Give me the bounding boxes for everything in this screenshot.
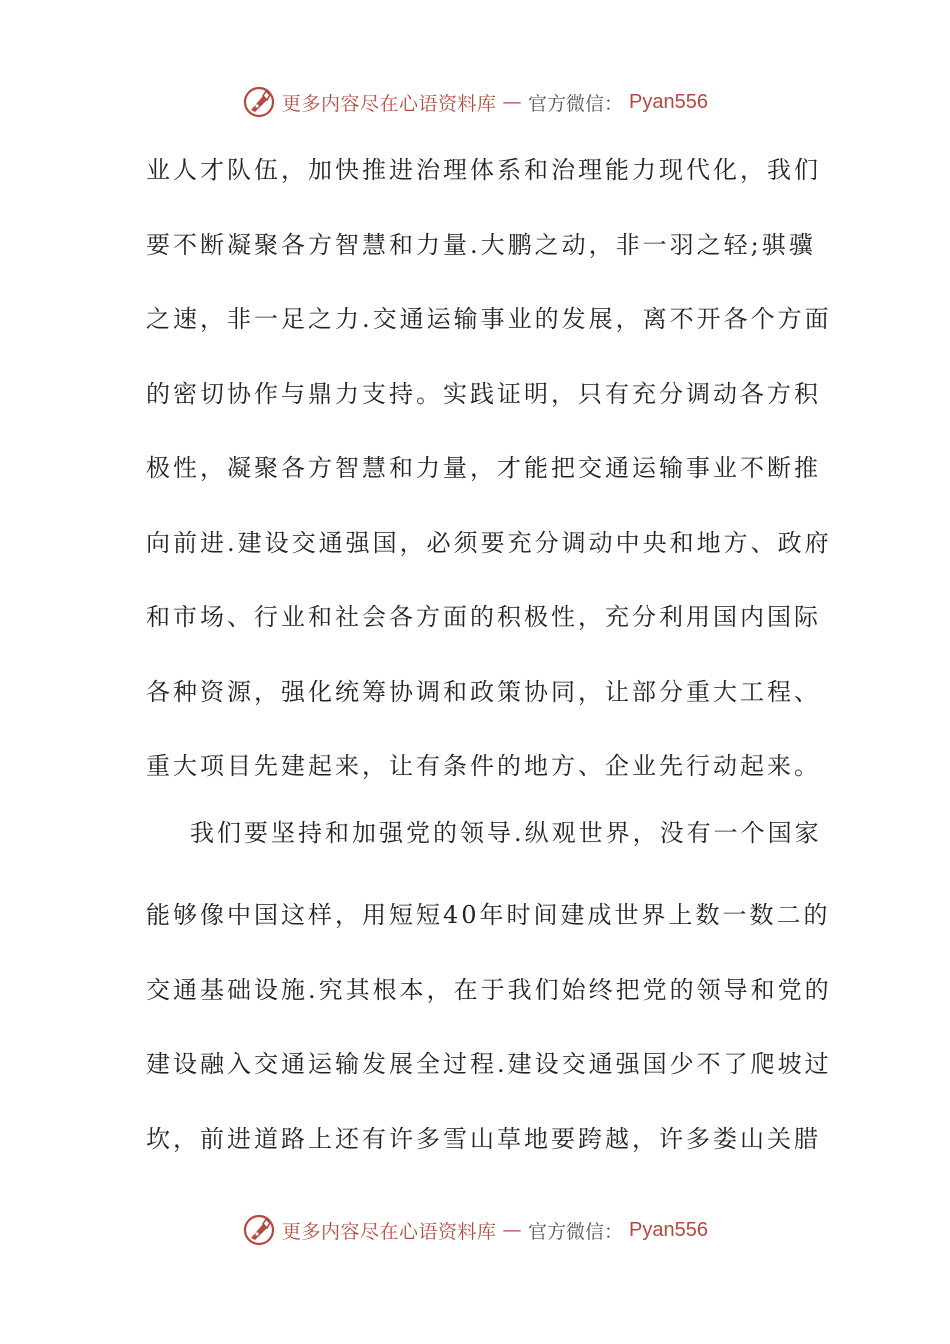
body-line: 建设融入交通运输发展全过程.建设交通强国少不了爬坡过: [146, 1050, 832, 1078]
header-wechat-label: 官方微信：: [528, 92, 624, 115]
footer-dash: —: [502, 1219, 523, 1241]
body-line: 和市场、行业和社会各方面的积极性，充分利用国内国际: [146, 603, 821, 631]
pen-nib-logo-icon: [242, 1213, 276, 1247]
body-line: 极性，凝聚各方智慧和力量，才能把交通运输事业不断推: [146, 454, 821, 482]
pen-nib-logo-icon: [242, 85, 276, 119]
body-line: 重大项目先建起来，让有条件的地方、企业先行动起来。: [146, 752, 821, 780]
footer-wechat-label: 官方微信：: [528, 1220, 624, 1243]
footer-banner: [0, 1210, 950, 1250]
body-line: 交通基础设施.究其根本，在于我们始终把党的领导和党的: [146, 975, 832, 1004]
header-dash: —: [502, 91, 523, 113]
header-wechat-id: Pyan556: [629, 90, 708, 113]
header-banner: [0, 82, 950, 122]
body-line: 能够像中国这样，用短短40年时间建成世界上数一数二的: [146, 901, 831, 929]
footer-wechat-id: Pyan556: [629, 1218, 708, 1241]
body-line: 的密切协作与鼎力支持。实践证明，只有充分调动各方积: [146, 379, 821, 408]
body-line: 向前进.建设交通强国，必须要充分调动中央和地方、政府: [146, 528, 832, 557]
paragraph-start-line: 我们要坚持和加强党的领导.纵观世界，没有一个国家: [190, 818, 822, 847]
header-slogan: 更多内容尽在心语资料库: [282, 92, 497, 115]
document-body: [146, 140, 832, 1183]
body-line: 各种资源，强化统筹协调和政策协同，让部分重大工程、: [146, 677, 821, 706]
body-line: 坎，前进道路上还有许多雪山草地要跨越，许多娄山关腊: [146, 1124, 821, 1153]
body-line: 之速，非一足之力.交通运输事业的发展，离不开各个方面: [146, 305, 832, 333]
body-line: 业人才队伍，加快推进治理体系和治理能力现代化，我们: [146, 156, 821, 184]
footer-slogan: 更多内容尽在心语资料库: [282, 1220, 497, 1243]
body-line: 要不断凝聚各方智慧和力量.大鹏之动，非一羽之轻;骐骥: [146, 230, 816, 259]
